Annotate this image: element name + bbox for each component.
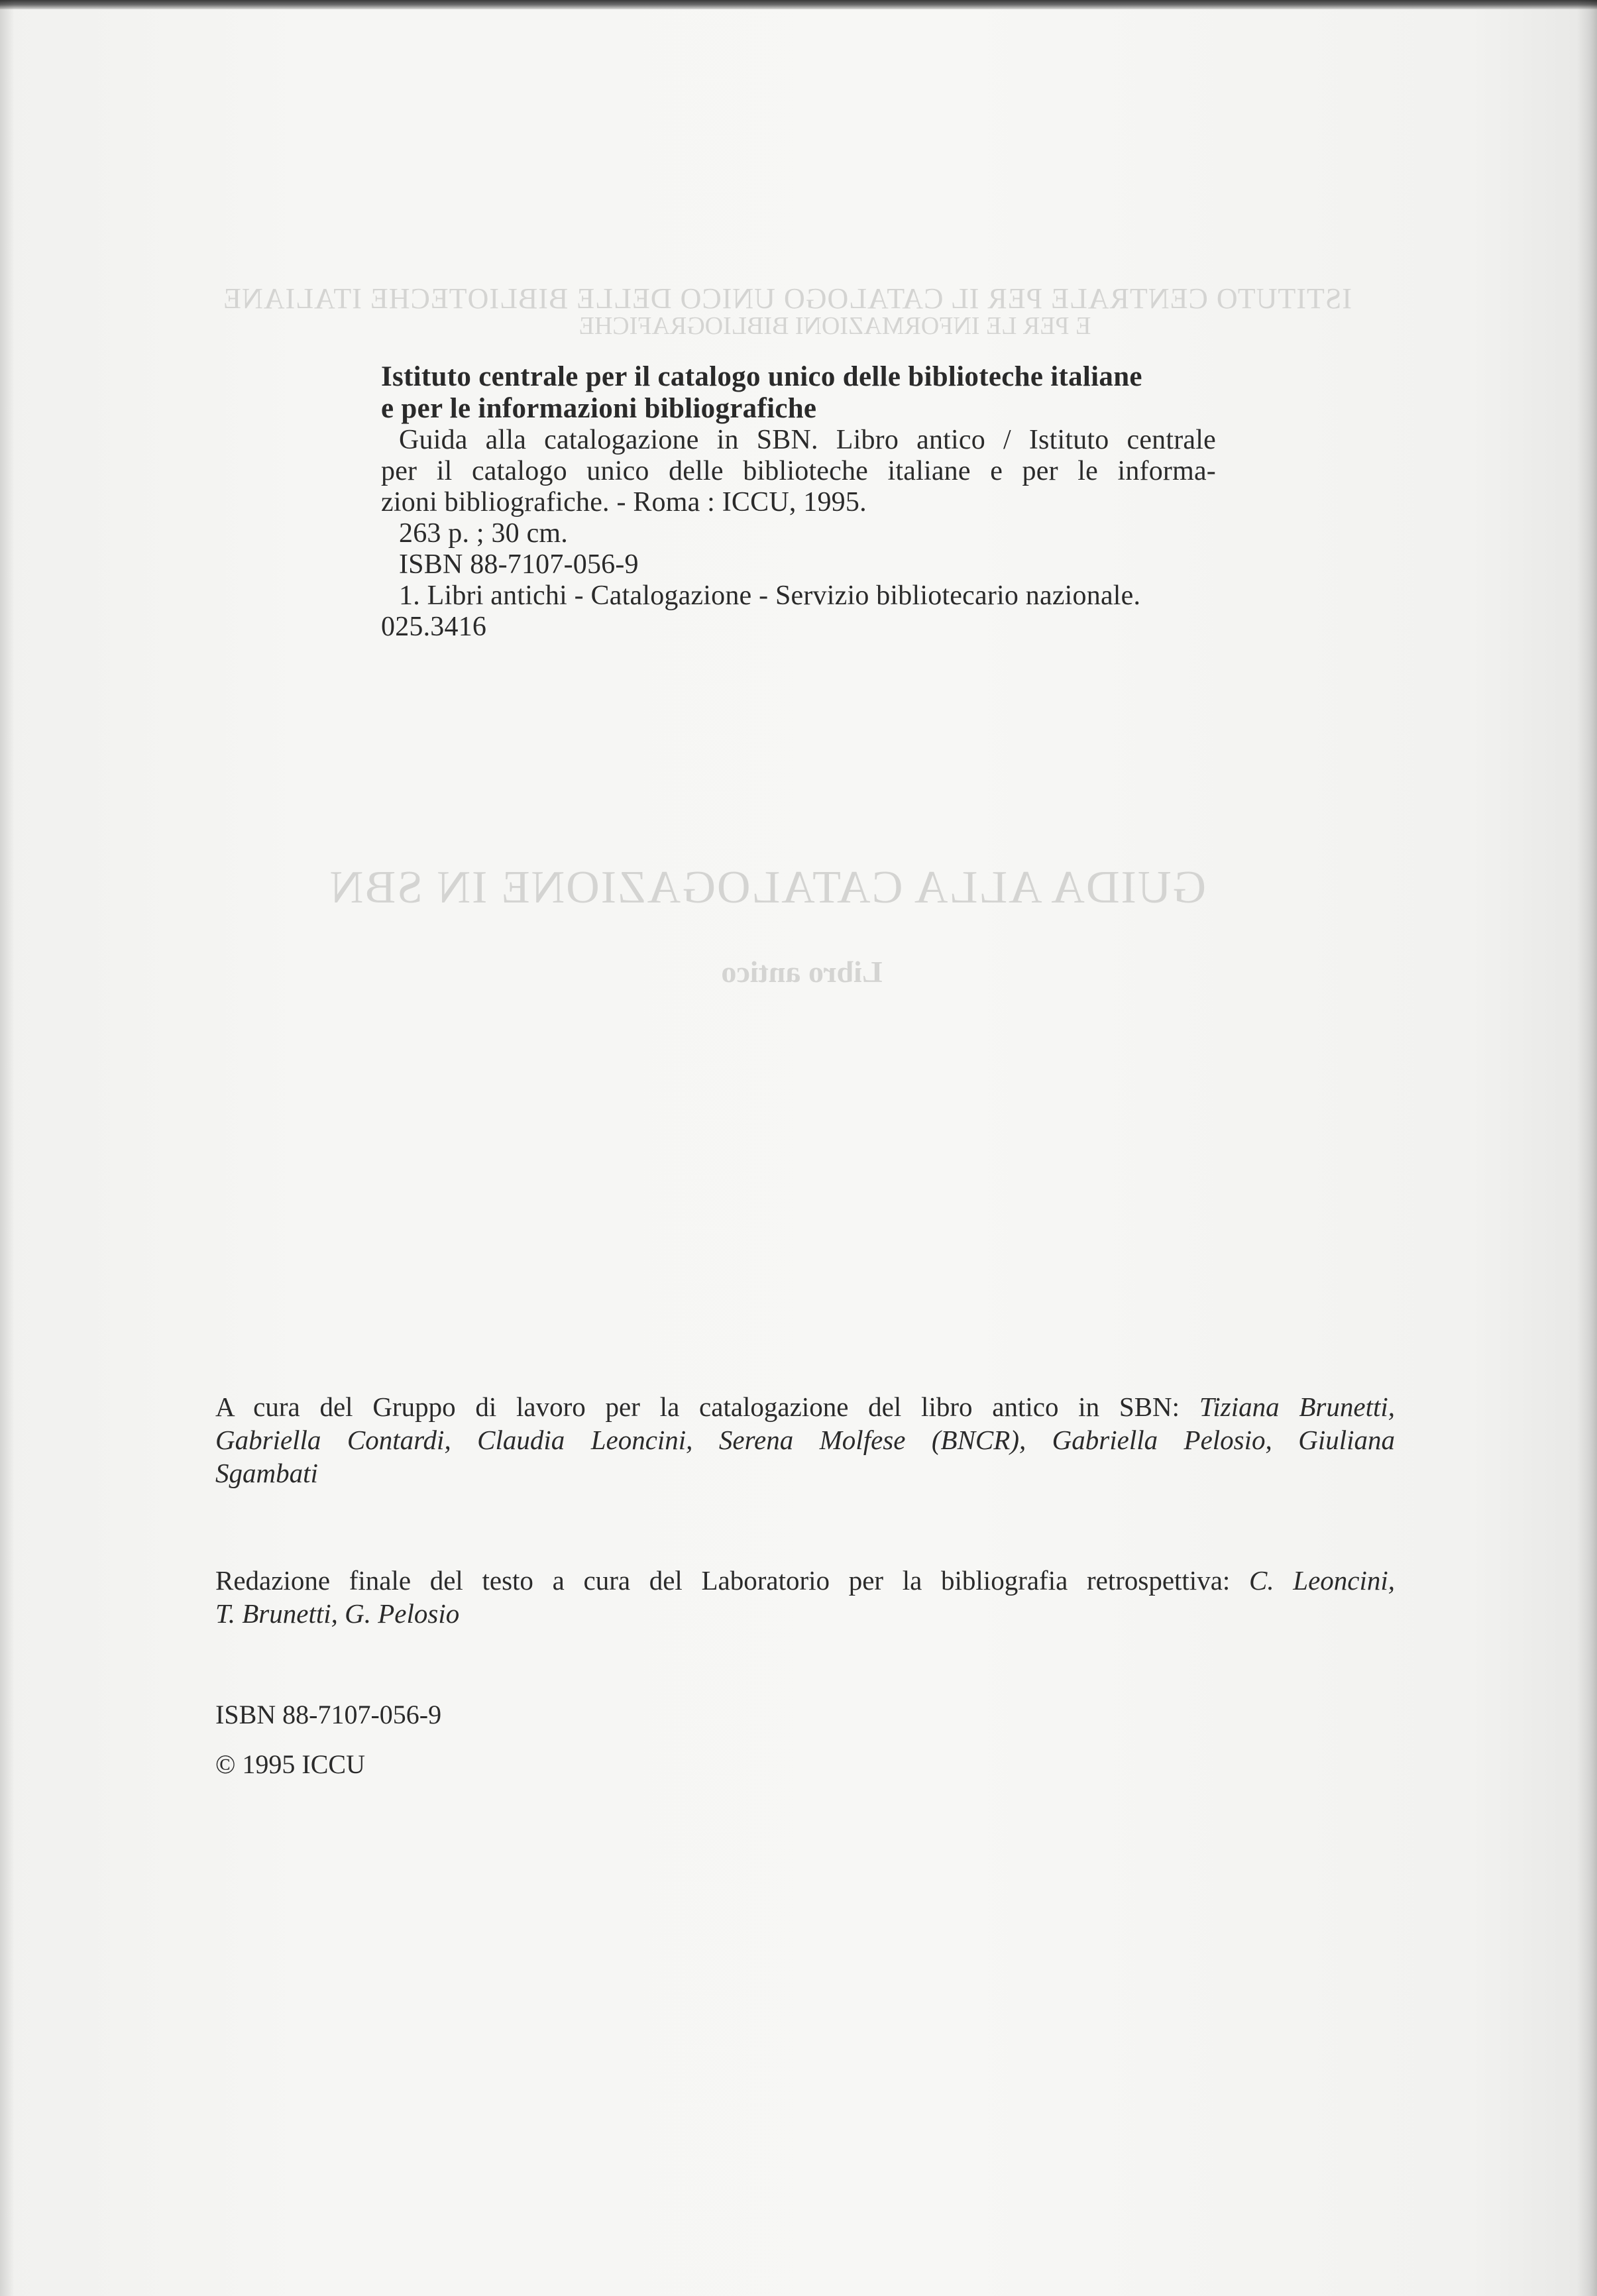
imprint-copyright: © 1995 ICCU [215, 1749, 365, 1779]
working-group-line1 [215, 1390, 1395, 1423]
cip-description-line2: per il catalogo unico delle biblioteche italiane e per le informa- [381, 456, 1216, 486]
working-group-names-part3: Sgambati [215, 1458, 318, 1488]
final-editing-names-part2: T. Brunetti, G. Pelosio [215, 1598, 460, 1629]
page-right-edge [1577, 0, 1597, 2296]
cip-heading-line2: e per le informazioni bibliografiche [381, 393, 817, 424]
working-group-prefix: A cura del Gruppo di lavoro per la catalogazione del libro antico in SBN: [215, 1392, 1199, 1422]
show-through-header-line2: E PER LE INFORMAZIONI BIBLIOGRAFICHE [578, 312, 1091, 340]
working-group-names-part2: Gabriella Contardi, Claudia Leoncini, Serena Molfese (BNCR), Gabriella Pelosio, Giuliana [215, 1425, 1395, 1455]
cip-description-line3: zioni bibliografiche. - Roma : ICCU, 1995. [381, 487, 867, 518]
working-group-names-part1: Tiziana Brunetti, [1199, 1392, 1396, 1422]
cip-description-line1: Guida alla catalogazione in SBN. Libro antico / Istituto centrale [399, 425, 1216, 455]
final-editing-line1 [215, 1564, 1395, 1597]
final-editing-credits [215, 1564, 1395, 1630]
cip-classification: 025.3416 [381, 612, 487, 642]
cip-isbn: ISBN 88-7107-056-9 [399, 549, 639, 580]
page-top-edge [0, 0, 1597, 9]
page-left-edge [0, 0, 15, 2296]
cataloging-record [381, 361, 1216, 643]
imprint-isbn: ISBN 88-7107-056-9 [215, 1700, 442, 1729]
cip-pages: 263 p. ; 30 cm. [399, 518, 568, 549]
show-through-subtitle: Libro antico [721, 955, 883, 989]
final-editing-prefix: Redazione finale del testo a cura del Laboratorio per la bibliografia retrospettiva: [215, 1565, 1249, 1596]
working-group-credits [215, 1390, 1395, 1490]
show-through-header-line1: ISTITUTO CENTRALE PER IL CATALOGO UNICO DELLE BIBLIOTECHE ITALIANE [223, 282, 1352, 315]
show-through-title: GUIDA ALLA CATALOGAZIONE IN SBN [328, 862, 1206, 913]
final-editing-names-part1: C. Leoncini, [1248, 1565, 1395, 1596]
cip-subjects: 1. Libri antichi - Catalogazione - Servizio bibliotecario nazionale. [399, 580, 1141, 611]
cip-heading-line1: Istituto centrale per il catalogo unico delle biblioteche italiane [381, 361, 1142, 392]
